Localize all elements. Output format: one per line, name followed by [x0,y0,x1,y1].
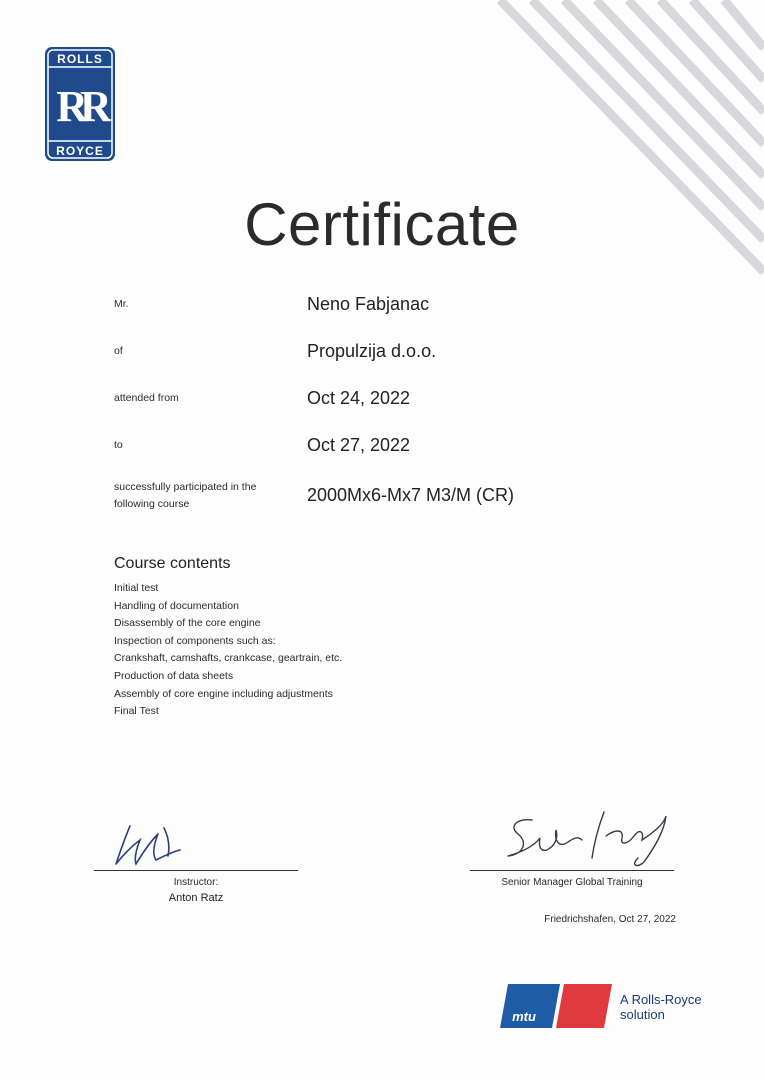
field-value-end-date: Oct 27, 2022 [307,435,411,455]
field-label-course: successfully participated in the following course [114,481,257,510]
place-date: Friedrichshafen, Oct 27, 2022 [544,914,676,925]
list-item: Inspection of components such as: [114,634,276,647]
solution-line-1: A Rolls-Royce [620,992,702,1007]
instructor-signature [110,820,190,868]
field-value-start-date: Oct 24, 2022 [307,388,411,408]
rolls-royce-solution-text [620,992,702,1022]
instructor-label: Instructor: [173,877,219,888]
logo-top-text: ROLLS [57,52,103,66]
rolls-royce-logo [45,47,115,161]
mtu-logo [500,982,612,1030]
list-item: Assembly of core engine including adjustments [114,687,333,700]
logo-monogram: RR [56,82,104,131]
field-value-name: Neno Fabjanac [307,294,430,314]
instructor-name: Anton Ratz [168,892,224,904]
manager-signature-line [470,870,674,871]
manager-signature [494,808,674,870]
list-item: Production of data sheets [114,669,234,682]
mtu-logo-text: mtu [512,1009,536,1024]
field-label-of: of [114,345,123,357]
instructor-signature-line [94,870,298,871]
list-item: Disassembly of the core engine [114,617,261,630]
field-value-company: Propulzija d.o.o. [307,341,437,361]
course-contents-list [114,580,342,721]
field-label-mr: Mr. [114,298,129,310]
field-label-to: to [114,439,123,451]
logo-bottom-text: ROYCE [56,144,104,158]
solution-line-2: solution [620,1007,665,1022]
list-item: Crankshaft, camshafts, crankcase, geartrain, etc. [114,652,343,665]
list-item: Final Test [114,705,159,718]
manager-label: Senior Manager Global Training [501,877,643,888]
course-contents-title: Course contents [114,555,231,572]
certificate-title: Certificate [244,191,520,258]
field-label-attended-from: attended from [114,392,179,404]
field-value-course: 2000Mx6-Mx7 M3/M (CR) [307,485,515,505]
list-item: Handling of documentation [114,599,239,612]
list-item: Initial test [114,582,159,594]
